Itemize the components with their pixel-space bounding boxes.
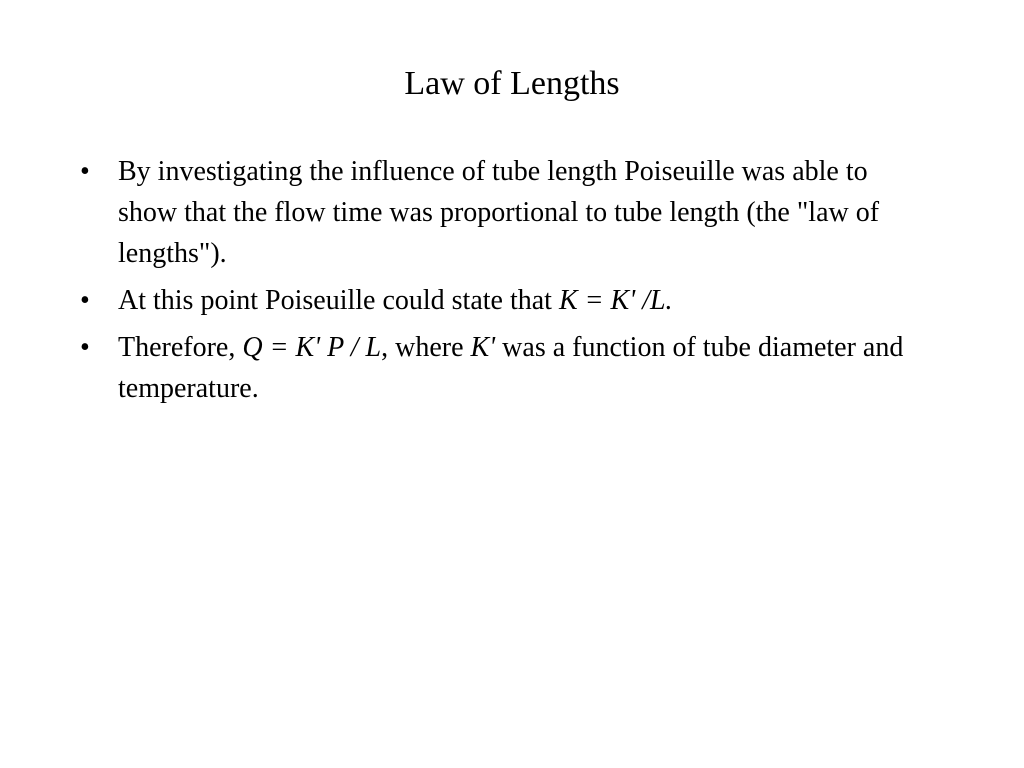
bullet-text-3c: was a function of tube diameter and temperature. bbox=[118, 332, 904, 404]
bullet-text-2a: At this point Poiseuille could state that bbox=[118, 285, 559, 316]
bullet-text-3a: Therefore, bbox=[118, 332, 243, 363]
bullet-item-2 bbox=[78, 280, 908, 321]
bullet-text-3b: , where bbox=[381, 332, 471, 363]
bullet-text-1: By investigating the influence of tube length Poiseuille was able to show that the flow time was proportional to tube length (the "law of lengths"). bbox=[118, 156, 880, 269]
bullet-list bbox=[78, 151, 908, 415]
formula-q: Q = K' P / L bbox=[242, 332, 382, 363]
slide-title: Law of Lengths bbox=[404, 65, 620, 102]
bullet-item-3 bbox=[78, 327, 908, 409]
bullet-icon: • bbox=[80, 156, 90, 187]
formula-k: K = K' /L. bbox=[558, 285, 673, 316]
bullet-icon: • bbox=[80, 285, 90, 316]
bullet-icon: • bbox=[80, 332, 90, 363]
bullet-item-1 bbox=[78, 151, 908, 274]
formula-k-prime: K' bbox=[470, 332, 496, 363]
